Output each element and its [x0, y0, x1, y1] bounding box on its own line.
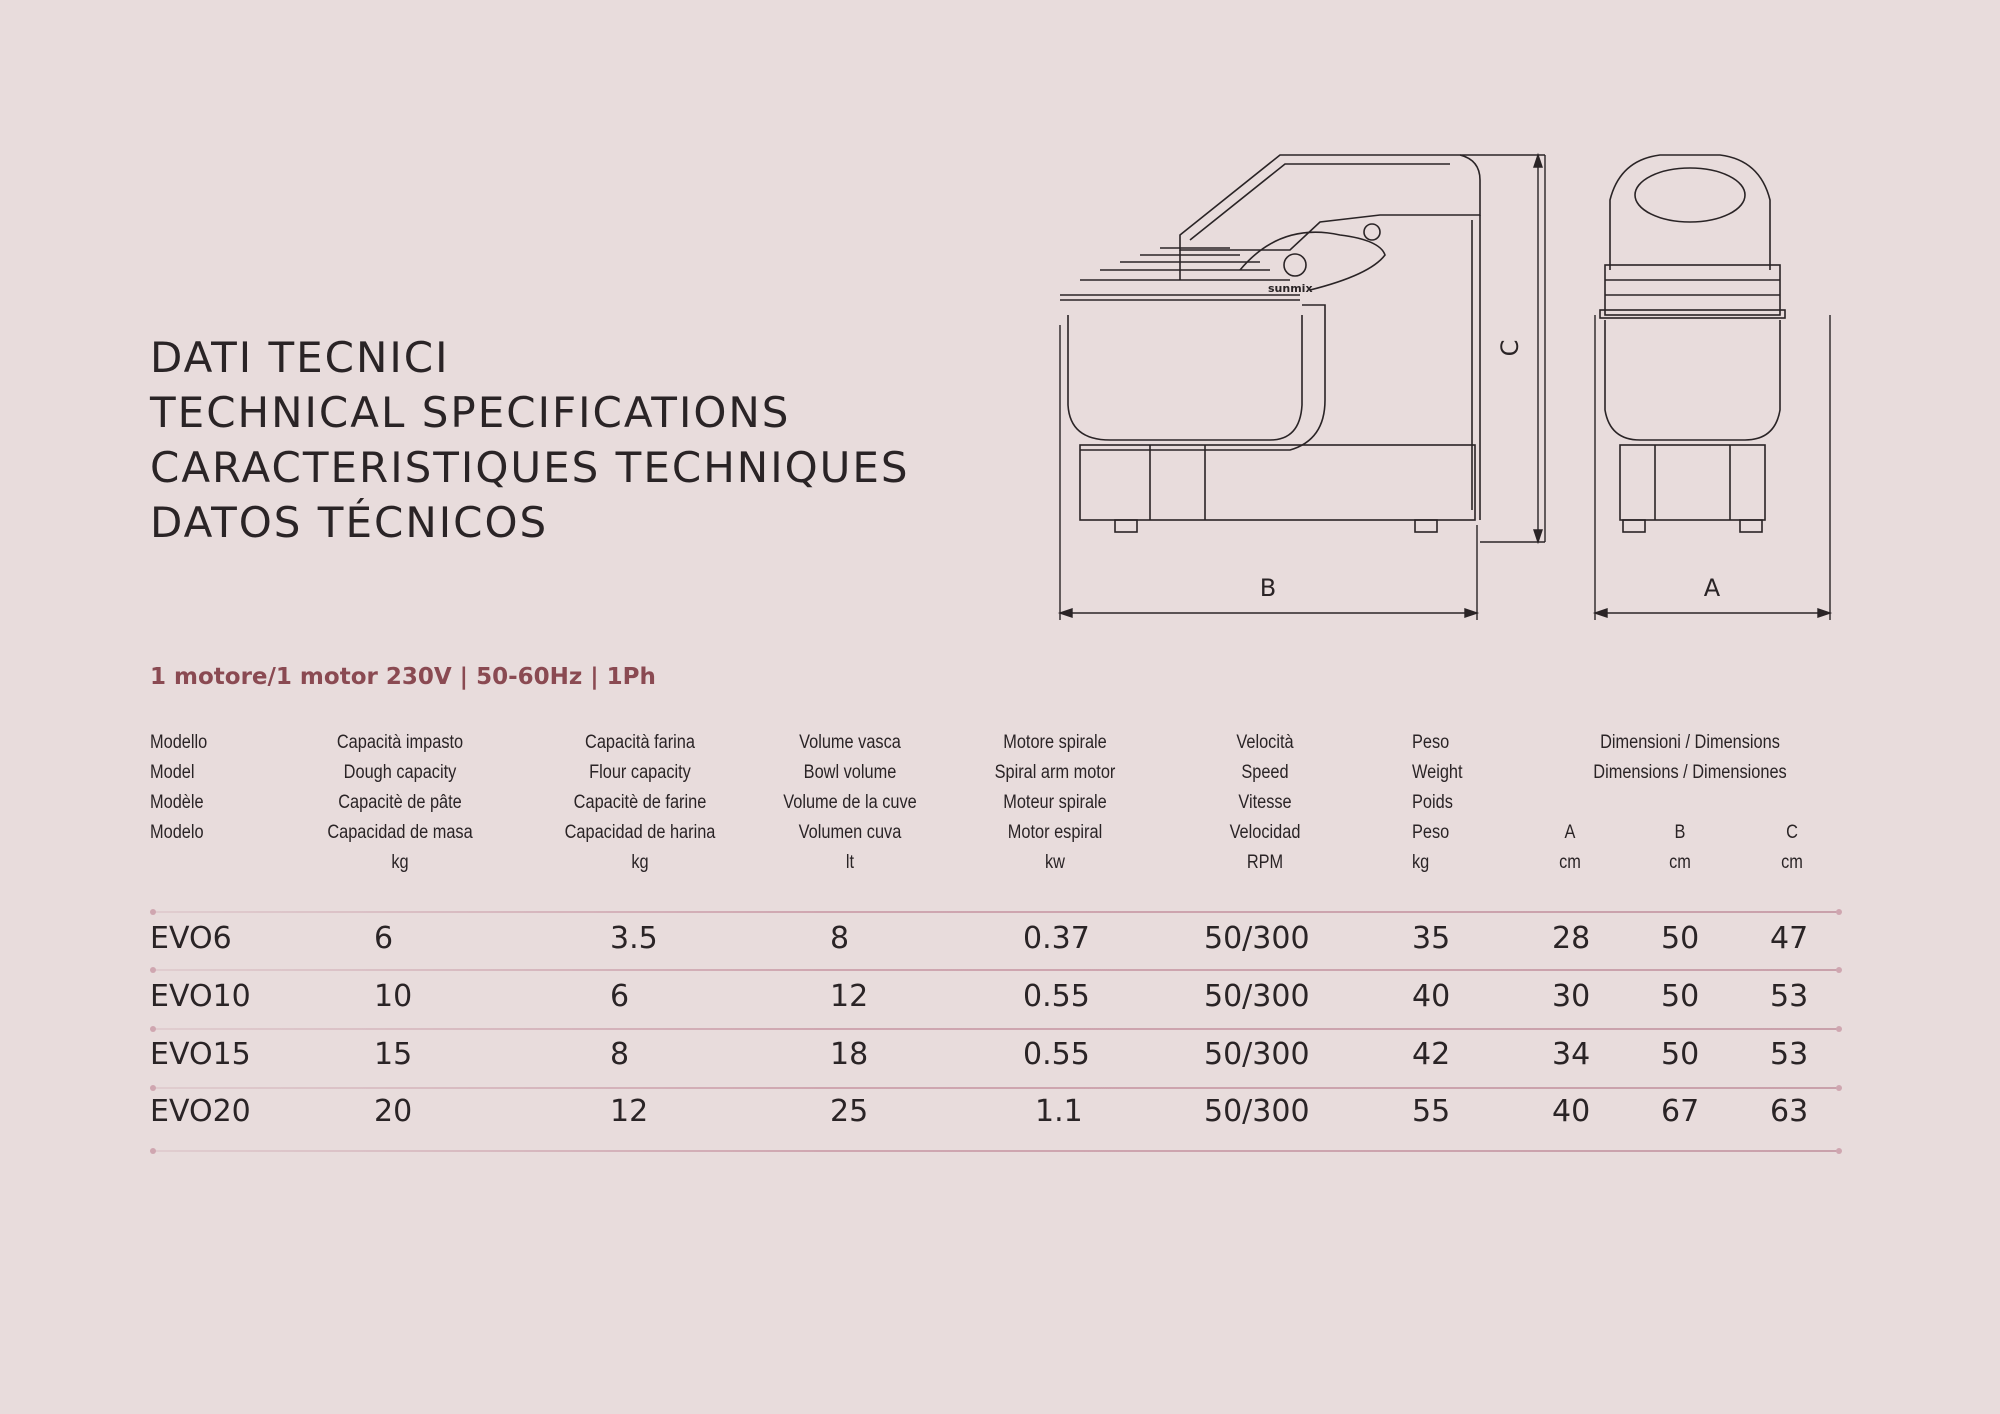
cell-bowl: 18 — [830, 1037, 869, 1072]
power-subtitle: 1 motore/1 motor 230V | 50-60Hz | 1Ph — [150, 664, 656, 690]
cell-flour: 8 — [610, 1037, 630, 1072]
cell-weight: 42 — [1412, 1037, 1451, 1072]
header-model: Modello Model Modèle Modelo — [150, 732, 208, 843]
cell-speed: 50/300 — [1204, 979, 1310, 1014]
rule-dot — [1836, 1026, 1842, 1032]
table-rule — [150, 1150, 1840, 1152]
dimension-a-label: A — [1703, 574, 1721, 602]
cell-flour: 12 — [610, 1094, 649, 1129]
cell-motor: 0.55 — [1023, 1037, 1090, 1072]
cell-weight: 35 — [1412, 921, 1451, 956]
header-flour-capacity: Capacità farina Flour capacity Capacitè de farine Capacidad de harina kg — [564, 732, 716, 873]
brand-label: sunmix — [1268, 282, 1313, 295]
cell-dim-c: 53 — [1770, 1037, 1809, 1072]
cell-speed: 50/300 — [1204, 1094, 1310, 1129]
title-spanish: DATOS TÉCNICOS — [150, 498, 549, 547]
cell-motor: 0.37 — [1023, 921, 1090, 956]
rule-dot — [1836, 1085, 1842, 1091]
cell-model: EVO15 — [150, 1037, 251, 1072]
table-rule — [150, 969, 1840, 971]
cell-weight: 55 — [1412, 1094, 1451, 1129]
cell-bowl: 12 — [830, 979, 869, 1014]
cell-weight: 40 — [1412, 979, 1451, 1014]
title-english: TECHNICAL SPECIFICATIONS — [150, 388, 791, 437]
cell-speed: 50/300 — [1204, 921, 1310, 956]
table-rule — [150, 1087, 1840, 1089]
cell-dim-a: 40 — [1552, 1094, 1591, 1129]
cell-dough: 15 — [374, 1037, 413, 1072]
cell-bowl: 8 — [830, 921, 850, 956]
cell-bowl: 25 — [830, 1094, 869, 1129]
header-dim-a: A cm — [1559, 822, 1581, 873]
rule-dot — [150, 909, 156, 915]
cell-dough: 10 — [374, 979, 413, 1014]
cell-dough: 20 — [374, 1094, 413, 1129]
rule-dot — [1836, 909, 1842, 915]
header-motor: Motore spirale Spiral arm motor Moteur spirale Motor espiral kw — [994, 732, 1116, 873]
cell-model: EVO10 — [150, 979, 251, 1014]
cell-model: EVO6 — [150, 921, 232, 956]
cell-dim-b: 50 — [1661, 979, 1700, 1014]
rule-dot — [150, 1148, 156, 1154]
cell-dim-b: 67 — [1661, 1094, 1700, 1129]
rule-dot — [1836, 967, 1842, 973]
cell-dim-a: 34 — [1552, 1037, 1591, 1072]
cell-dim-b: 50 — [1661, 1037, 1700, 1072]
cell-flour: 6 — [610, 979, 630, 1014]
dimension-c-label: C — [1496, 339, 1524, 357]
header-bowl-volume: Volume vasca Bowl volume Volume de la cuve Volumen cuva lt — [783, 732, 917, 873]
table-rule — [150, 911, 1840, 913]
rule-dot — [1836, 1148, 1842, 1154]
table-rule — [150, 1028, 1840, 1030]
title-block — [150, 330, 910, 550]
title-french: CARACTERISTIQUES TECHNIQUES — [150, 443, 910, 492]
dimension-b-label: B — [1259, 574, 1277, 602]
cell-dim-a: 30 — [1552, 979, 1591, 1014]
cell-dim-a: 28 — [1552, 921, 1591, 956]
cell-dim-c: 53 — [1770, 979, 1809, 1014]
cell-flour: 3.5 — [610, 921, 658, 956]
cell-motor: 0.55 — [1023, 979, 1090, 1014]
header-dim-b: B cm — [1669, 822, 1691, 873]
header-weight: Peso Weight Poids Peso kg — [1412, 732, 1463, 873]
cell-speed: 50/300 — [1204, 1037, 1310, 1072]
cell-dim-c: 47 — [1770, 921, 1809, 956]
cell-dim-b: 50 — [1661, 921, 1700, 956]
rule-dot — [150, 967, 156, 973]
cell-model: EVO20 — [150, 1094, 251, 1129]
mixer-drawing — [1040, 140, 1840, 630]
title-italian: DATI TECNICI — [150, 333, 450, 382]
cell-dim-c: 63 — [1770, 1094, 1809, 1129]
header-dimensions: Dimensioni / Dimensions Dimensions / Dimensiones — [1593, 732, 1787, 783]
rule-dot — [150, 1085, 156, 1091]
header-dough-capacity: Capacità impasto Dough capacity Capacitè de pâte Capacidad de masa kg — [327, 732, 473, 873]
header-speed: Velocità Speed Vitesse Velocidad RPM — [1229, 732, 1301, 873]
header-dim-c: C cm — [1781, 822, 1803, 873]
cell-motor: 1.1 — [1035, 1094, 1083, 1129]
rule-dot — [150, 1026, 156, 1032]
cell-dough: 6 — [374, 921, 394, 956]
